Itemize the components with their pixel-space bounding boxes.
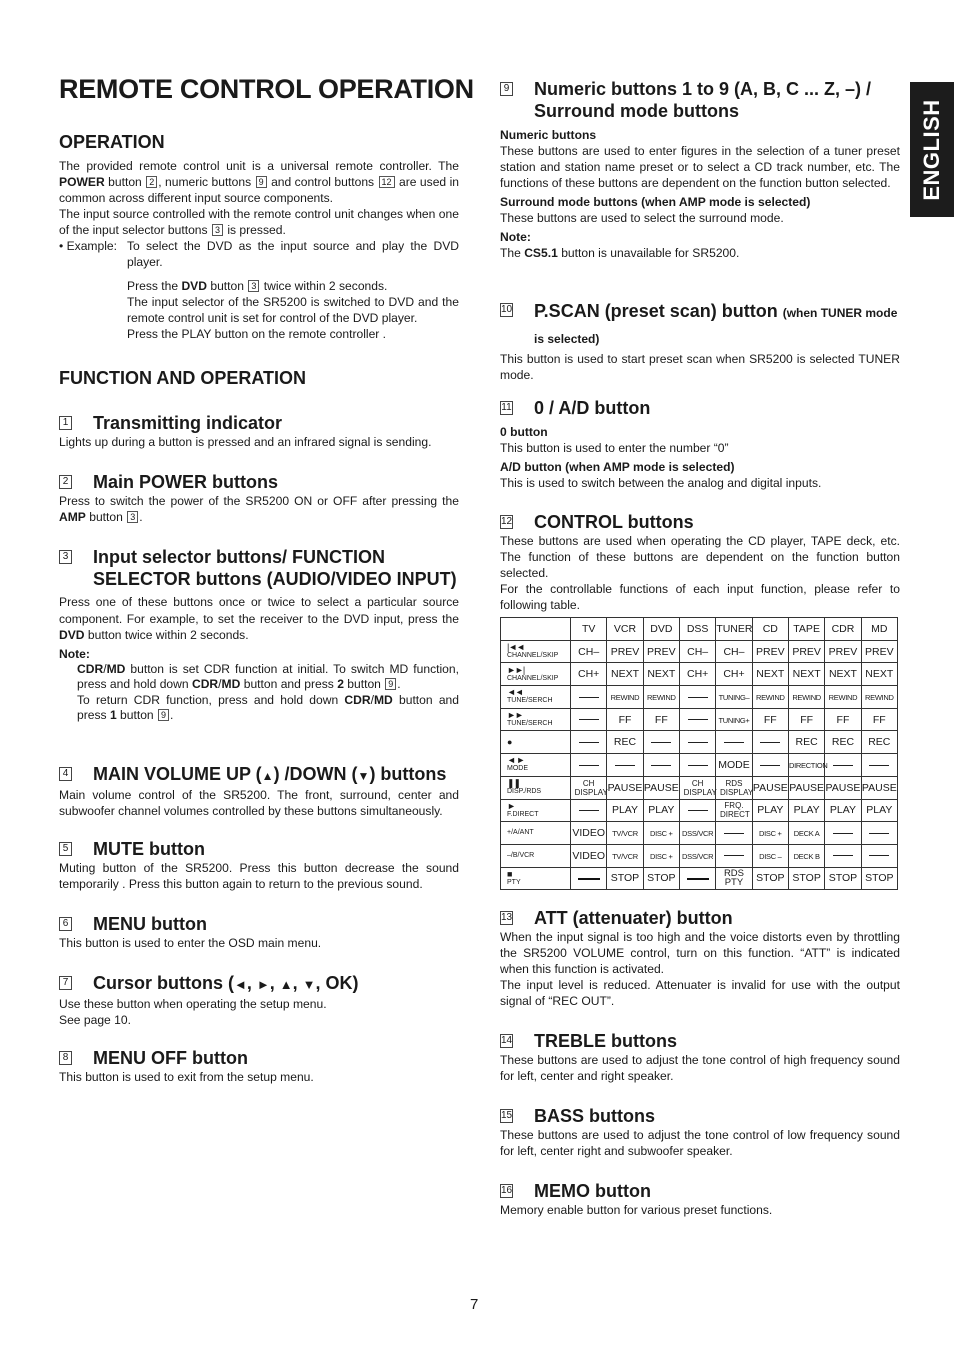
dash-mark xyxy=(579,765,599,766)
table-cell-text: PREV xyxy=(865,645,894,658)
table-header-cell: CD xyxy=(752,618,788,641)
table-cell xyxy=(788,844,824,867)
table-cell xyxy=(607,776,643,799)
table-cell-text: TUNING+ xyxy=(718,715,750,725)
table-row xyxy=(501,708,898,731)
table-cell xyxy=(716,663,752,686)
item-15: 15 BASS buttons These buttons are used to adjust the tone control of low frequency sound for left, center right and subwoofer speaker. xyxy=(500,1106,900,1158)
operation-para-1: The provided remote control unit is a universal remote controller. The POWER button 2 , numeric buttons 9 and control buttons 12 are used in common across different input source components. xyxy=(59,159,460,205)
table-cell xyxy=(571,822,607,845)
table-cell-text: PREV xyxy=(756,645,785,658)
table-row-label-text: CHANNEL/SKIP xyxy=(507,652,559,660)
table-cell xyxy=(788,708,824,731)
operation-heading: OPERATION xyxy=(59,132,165,152)
table-row xyxy=(501,663,898,686)
table-row-label xyxy=(501,686,571,709)
table-row-label xyxy=(501,799,571,822)
table-cell-text: CH– xyxy=(578,645,600,658)
table-cell xyxy=(571,754,607,777)
table-cell xyxy=(607,686,643,709)
table-cell-text: PREV xyxy=(792,645,821,658)
table-cell-text: PAUSE xyxy=(861,781,897,794)
table-cell xyxy=(788,640,824,663)
dash-mark xyxy=(760,765,780,766)
dash-mark xyxy=(688,810,708,811)
table-cell xyxy=(679,799,715,822)
dash-mark xyxy=(724,833,744,834)
table-cell xyxy=(788,822,824,845)
table-cell xyxy=(861,686,897,709)
table-cell xyxy=(643,754,679,777)
example-step-2: The input selector of the SR5200 is switched to DVD and the remote control unit is set for control of the DVD player. xyxy=(127,295,459,325)
operation-para-2: The input source controlled with the remote control unit changes when one of the input selector buttons 3 is pressed. xyxy=(59,207,459,237)
table-cell xyxy=(752,708,788,731)
table-cell-text: CH+ xyxy=(723,668,745,681)
function-heading: FUNCTION AND OPERATION xyxy=(59,368,306,388)
table-cell xyxy=(825,686,861,709)
table-cell-text: DISC + xyxy=(650,851,673,861)
table-cell xyxy=(861,776,897,799)
dash-mark xyxy=(833,855,853,856)
table-cell xyxy=(716,776,752,799)
table-cell-text: FF xyxy=(872,713,886,726)
left-arrow-icon: ◄ xyxy=(234,977,247,992)
table-cell-text: STOP xyxy=(865,872,894,885)
table-cell-text: NEXT xyxy=(792,668,821,681)
table-cell xyxy=(571,708,607,731)
down-arrow-icon: ▼ xyxy=(357,769,370,783)
table-cell-text: TUNING– xyxy=(718,692,750,702)
table-cell xyxy=(679,640,715,663)
table-cell xyxy=(716,731,752,754)
table-cell xyxy=(607,663,643,686)
table-cell-text: CH– xyxy=(723,645,745,658)
table-cell xyxy=(752,822,788,845)
table-row xyxy=(501,686,898,709)
table-cell-text: DSS/VCR xyxy=(682,829,714,839)
table-cell xyxy=(825,867,861,890)
table-cell xyxy=(861,754,897,777)
dash-mark xyxy=(833,833,853,834)
example-block xyxy=(59,238,459,270)
table-row-label xyxy=(501,867,571,890)
table-cell xyxy=(752,731,788,754)
dash-mark xyxy=(688,742,708,743)
dash-mark xyxy=(579,742,599,743)
table-cell xyxy=(607,754,643,777)
table-cell xyxy=(679,867,715,890)
table-cell-text: REC xyxy=(613,736,637,749)
table-cell-text: CH+ xyxy=(578,668,600,681)
table-cell xyxy=(752,776,788,799)
table-header-cell: TUNER xyxy=(716,618,752,641)
table-cell-text: VIDEO xyxy=(572,849,605,862)
dash-mark xyxy=(579,719,599,720)
table-cell xyxy=(679,686,715,709)
table-cell xyxy=(679,822,715,845)
table-cell xyxy=(825,754,861,777)
table-cell xyxy=(788,799,824,822)
table-cell-text: FF xyxy=(654,713,668,726)
dash-mark xyxy=(688,697,708,698)
table-cell-text: FF xyxy=(800,713,814,726)
table-cell xyxy=(752,663,788,686)
item-3: 3 Input selector buttons/ FUNCTION SELECTOR buttons (AUDIO/VIDEO INPUT) Press one of these buttons once or twice to select a particular source component. For example, to set the receiver to the DVD input, press the DVD button twice within 2 seconds. Note: CDR/MD button is set CDR function at initial. To switch MD function, press and hold down CDR/MD button and press 2 button 9 . To return CDR function, press and hold down CDR/MD button and press 1 button 9 . xyxy=(59,547,459,722)
table-cell xyxy=(788,776,824,799)
control-symbol-icon: ►► xyxy=(507,710,523,721)
example-step-3: Press the PLAY button on the remote controller . xyxy=(127,327,387,341)
item-8: 8 MENU OFF button This button is used to exit from the setup menu. xyxy=(59,1048,314,1084)
table-row-label-text: CHANNEL/SKIP xyxy=(507,674,559,682)
item-16: 16 MEMO button Memory enable button for various preset functions. xyxy=(500,1181,773,1217)
dash-mark xyxy=(688,719,708,720)
table-cell-text: PLAY xyxy=(757,804,784,817)
table-cell-text: CH– xyxy=(687,645,709,658)
table-cell xyxy=(861,731,897,754)
example-label: • Example: xyxy=(59,239,118,253)
down-arrow-icon: ▼ xyxy=(302,977,316,992)
table-cell-text: PREV xyxy=(828,645,858,658)
table-cell xyxy=(571,776,607,799)
item-2: 2 Main POWER buttons Press to switch the power of the SR5200 ON or OFF after pressing the AMP button 3 . xyxy=(59,472,459,524)
table-row-label xyxy=(501,822,571,845)
table-header-cell: DVD xyxy=(643,618,679,641)
table-row xyxy=(501,844,898,867)
table-cell-text: PLAY xyxy=(611,804,639,817)
table-cell xyxy=(752,686,788,709)
table-row xyxy=(501,731,898,754)
table-cell-text: TV/VCR xyxy=(612,829,638,839)
table-row-label xyxy=(501,776,571,799)
table-cell xyxy=(679,663,715,686)
up-arrow-icon: ▲ xyxy=(279,977,293,992)
table-header-cell: TAPE xyxy=(788,618,824,641)
table-header-cell: VCR xyxy=(607,618,643,641)
table-cell xyxy=(716,844,752,867)
table-cell-text: DECK B xyxy=(793,851,820,861)
table-cell xyxy=(607,844,643,867)
item-11: 11 0 / A/D button 0 button This button is used to enter the number “0” A/D button (when AMP mode is selected) This is used to switch between the analog and digital inputs. xyxy=(500,398,822,490)
table-cell xyxy=(571,799,607,822)
table-cell-text: PAUSE xyxy=(643,781,679,794)
table-row xyxy=(501,754,898,777)
table-cell-text: NEXT xyxy=(610,668,639,681)
table-cell xyxy=(788,686,824,709)
table-cell xyxy=(861,844,897,867)
table-cell xyxy=(788,731,824,754)
table-header-cell: TV xyxy=(571,618,607,641)
table-cell-text: REWIND xyxy=(865,692,894,702)
table-row xyxy=(501,867,898,890)
table-row xyxy=(501,799,898,822)
table-row-label-text: TUNE/SERCH xyxy=(507,697,553,705)
table-cell xyxy=(716,754,752,777)
table-cell xyxy=(716,822,752,845)
table-cell-text: DISC + xyxy=(650,829,673,839)
dash-mark xyxy=(651,765,671,766)
table-cell xyxy=(752,754,788,777)
table-row xyxy=(501,776,898,799)
table-cell-text: RDS DISPLAY xyxy=(719,778,754,797)
table-cell xyxy=(825,799,861,822)
table-cell xyxy=(825,776,861,799)
table-cell xyxy=(643,663,679,686)
dash-mark xyxy=(869,855,889,856)
table-cell xyxy=(861,867,897,890)
table-cell-text: STOP xyxy=(828,872,858,885)
table-cell xyxy=(825,708,861,731)
table-cell xyxy=(607,708,643,731)
table-cell xyxy=(788,663,824,686)
table-cell xyxy=(571,640,607,663)
table-row-label-text: MODE xyxy=(507,765,528,773)
table-cell-text: STOP xyxy=(792,872,821,885)
table-header-cell: DSS xyxy=(679,618,715,641)
item-5: 5 MUTE button Muting button of the SR5200. Press this button decrease the sound temporarily . Press this button again to return to the previous sound. xyxy=(59,839,459,891)
table-cell-text: VIDEO xyxy=(572,827,605,840)
table-cell-text: STOP xyxy=(610,872,640,885)
dash-mark xyxy=(615,765,635,766)
table-cell-text: DISC – xyxy=(759,851,782,861)
table-row-label xyxy=(501,754,571,777)
dash-mark xyxy=(651,742,671,743)
table-row-label-text: PTY xyxy=(507,878,521,886)
item-7: 7 Cursor buttons (◄, ►, ▲, ▼, OK) Use these button when operating the setup menu. See page 10. xyxy=(59,973,359,1027)
language-tab: ENGLISH xyxy=(910,82,954,217)
table-cell-text: PLAY xyxy=(866,804,893,817)
table-row xyxy=(501,640,898,663)
operation-section xyxy=(59,131,459,342)
table-cell-text: PLAY xyxy=(648,804,675,817)
table-cell xyxy=(861,708,897,731)
table-row-label xyxy=(501,708,571,731)
table-cell xyxy=(571,686,607,709)
table-cell-text: CH+ xyxy=(686,668,709,681)
table-cell xyxy=(752,799,788,822)
table-cell-text: DISC + xyxy=(759,829,782,839)
table-cell xyxy=(607,731,643,754)
up-arrow-icon: ▲ xyxy=(261,769,274,783)
dash-mark xyxy=(724,855,744,856)
table-cell xyxy=(716,799,752,822)
table-cell xyxy=(679,731,715,754)
table-header-row xyxy=(501,618,898,641)
table-cell-text: DSS/VCR xyxy=(682,851,714,861)
dash-mark xyxy=(579,810,599,811)
table-row-label-text: –/B/VCR xyxy=(507,851,535,859)
table-row-label-text: TUNE/SERCH xyxy=(507,720,553,728)
table-cell xyxy=(643,776,679,799)
dash-mark xyxy=(869,833,889,834)
table-cell-text: PAUSE xyxy=(607,781,643,794)
dash-mark xyxy=(760,742,780,743)
table-cell xyxy=(825,640,861,663)
control-symbol-icon: ■ xyxy=(507,868,512,879)
table-row-label-text: F.DIRECT xyxy=(507,810,539,818)
table-row xyxy=(501,822,898,845)
table-cell-text: FF xyxy=(618,713,632,726)
table-row-label xyxy=(501,640,571,663)
table-header-cell: CDR xyxy=(825,618,861,641)
table-cell-text: PAUSE xyxy=(752,781,788,794)
table-cell xyxy=(679,844,715,867)
table-cell xyxy=(643,731,679,754)
table-cell xyxy=(716,867,752,890)
dash-mark xyxy=(724,742,744,743)
item-4: 4 MAIN VOLUME UP (▲) /DOWN (▼) buttons Main volume control of the SR5200. The front, surround, center and subwoofer channel volumes controlled by these buttons simultaneously. xyxy=(59,764,459,818)
table-cell-text: REC xyxy=(795,736,818,749)
table-cell xyxy=(643,686,679,709)
table-cell-text: REWIND xyxy=(647,692,676,702)
table-cell xyxy=(825,731,861,754)
table-cell xyxy=(643,640,679,663)
table-cell-text: TV/VCR xyxy=(612,851,638,861)
control-symbol-icon: |◄◄ xyxy=(507,642,525,653)
control-symbol-icon: ● xyxy=(507,736,512,747)
table-corner-cell xyxy=(501,618,571,641)
control-symbol-icon: ►►| xyxy=(507,664,525,675)
table-cell xyxy=(788,754,828,777)
table-cell xyxy=(643,708,679,731)
table-cell xyxy=(861,822,897,845)
item-1: 1 Transmitting indicator Lights up during a button is pressed and an infrared signal is sending. xyxy=(59,413,432,449)
item-12: 12 CONTROL buttons These buttons are used when operating the CD player, TAPE deck, etc. The function of these buttons are dependent on the function button selected. For the controllable functions of each input function, please refer to following table. TV VCR DVD DSS TUNER CD TAPE CDR MD |◄◄ CHANNEL/SKIP CH– PREV PREV CH– CH– PREV PREV PREV PREV ►►| CHANNEL/SKIP CH+ NEXT NEXT CH+ CH+ NEXT NEXT NEXT NEXT ◄◄ TUNE/SERCH REWIND REWIND TUNING– REWIND REWIND REWIND REWIND ►► TUNE/SERCH FF FF TUNING+ FF FF FF FF ● REC REC REC REC ◄ ► MODE MODE DIRECTION ❚❚ DISP./RDS CH DISPLAY PAUSE PAUSE CH DISPLAY RDS DISPLAY PAUSE PAUSE PAUSE PAUSE ► F.DIRECT PLAY PLAY FRQ. DIRECT PLAY PLAY PLAY PLAY +/A/ANT VIDEO TV/VCR DISC + DSS/VCR DISC + DECK A –/B/VCR VIDEO TV/VCR DISC + DSS/VCR DISC – DECK B ■ PTY STOP STOP RDS PTY STOP STOP STOP STOP xyxy=(500,512,900,889)
table-cell xyxy=(607,799,643,822)
table-cell-text: DECK A xyxy=(793,829,820,839)
table-cell xyxy=(861,640,897,663)
table-cell xyxy=(752,844,788,867)
table-row-label-text: DISP./RDS xyxy=(507,788,542,796)
table-cell-text: RDS PTY xyxy=(723,868,744,889)
example-text: To select the DVD as the input source and play the DVD player. xyxy=(127,239,459,269)
table-cell-text: PLAY xyxy=(829,804,856,817)
table-cell-text: NEXT xyxy=(756,668,785,681)
table-cell-text: REWIND xyxy=(755,692,785,702)
table-cell-text: DIRECTION xyxy=(788,760,828,770)
table-cell xyxy=(607,640,643,663)
table-cell xyxy=(825,822,861,845)
table-cell xyxy=(571,731,607,754)
function-table xyxy=(500,617,898,890)
control-symbol-icon: ◄◄ xyxy=(507,687,523,698)
table-cell xyxy=(861,799,897,822)
table-cell-text: REC xyxy=(831,736,855,749)
table-cell xyxy=(571,663,607,686)
table-cell-text: REC xyxy=(868,736,891,749)
table-cell xyxy=(679,776,715,799)
table-cell xyxy=(607,867,643,890)
control-symbol-icon: ► xyxy=(507,800,515,811)
table-cell xyxy=(716,686,752,709)
table-cell-text: CH DISPLAY xyxy=(683,778,717,797)
item-10: 10 P.SCAN (preset scan) button (when TUNER mode is selected) This button is used to start preset scan when SR5200 is selected TUNER mode. xyxy=(500,301,900,382)
dash-mark xyxy=(869,765,889,766)
control-symbol-icon: ◄ ► xyxy=(507,755,525,766)
table-row-label xyxy=(501,844,571,867)
table-cell xyxy=(643,799,679,822)
table-cell xyxy=(825,663,861,686)
table-cell xyxy=(643,844,679,867)
table-cell xyxy=(861,663,897,686)
table-cell-text: PAUSE xyxy=(789,781,825,794)
table-cell-text: STOP xyxy=(647,872,676,885)
page-title: REMOTE CONTROL OPERATION xyxy=(59,74,474,104)
example-step-1: Press the DVD button 3 twice within 2 seconds. xyxy=(127,279,388,293)
table-cell-text: REWIND xyxy=(792,692,821,702)
table-cell xyxy=(679,754,715,777)
table-row-label xyxy=(501,663,571,686)
table-cell-text: NEXT xyxy=(865,668,894,681)
item-6: 6 MENU button This button is used to enter the OSD main menu. xyxy=(59,914,322,950)
table-cell-text: NEXT xyxy=(828,668,857,681)
table-cell xyxy=(716,640,752,663)
right-arrow-icon: ► xyxy=(256,977,270,992)
item-13: 13 ATT (attenuater) button When the input signal is too high and the voice distorts even by throttling the SR5200 VOLUME control, turn on this function. “ATT” is indicated when this function is activated. The input level is reduced. Attenuater is invalid for use with the output signal of “REC OUT”. xyxy=(500,908,900,1008)
table-cell-text: REWIND xyxy=(828,692,858,702)
table-cell-text: REWIND xyxy=(610,692,640,702)
table-cell xyxy=(643,822,679,845)
table-cell-text: CH DISPLAY xyxy=(574,778,608,797)
table-cell-text: STOP xyxy=(756,872,785,885)
table-cell xyxy=(571,844,607,867)
item-9: 9 Numeric buttons 1 to 9 (A, B, C ... Z, –) / Surround mode buttons Numeric buttons These buttons are used to enter figures in the selection of a tuner preset station and station name preset or to select a CD track number, etc. The functions of these buttons are dependent on the function button selected. Surround mode buttons (when AMP mode is selected) These buttons are used to select the surround mode. Note: The CS5.1 button is unavailable for SR5200. xyxy=(500,79,900,260)
table-cell xyxy=(643,867,679,890)
table-cell xyxy=(679,708,715,731)
table-cell-text: PREV xyxy=(610,645,640,658)
table-cell-text: FF xyxy=(763,713,777,726)
table-row-label-text: +/A/ANT xyxy=(507,829,534,837)
table-cell xyxy=(752,640,788,663)
table-cell-text: PLAY xyxy=(793,804,820,817)
table-cell-text: FRQ. DIRECT xyxy=(719,801,750,820)
table-cell-text: PAUSE xyxy=(825,781,861,794)
dash-mark xyxy=(688,765,708,766)
table-cell-text: NEXT xyxy=(647,668,676,681)
table-cell xyxy=(607,822,643,845)
dash-mark xyxy=(578,878,600,880)
table-cell xyxy=(752,867,788,890)
table-cell-text: FF xyxy=(836,713,850,726)
control-symbol-icon: ❚❚ xyxy=(507,778,521,789)
table-cell-text: PREV xyxy=(647,645,676,658)
table-cell xyxy=(571,867,607,890)
table-cell xyxy=(716,708,752,731)
table-header-cell: MD xyxy=(861,618,897,641)
page-number: 7 xyxy=(470,1296,479,1313)
table-cell xyxy=(788,867,824,890)
item-14: 14 TREBLE buttons These buttons are used to adjust the tone control of high frequency sound for left, center and right speaker. xyxy=(500,1031,900,1083)
dash-mark xyxy=(579,697,599,698)
table-cell xyxy=(825,844,861,867)
dash-mark xyxy=(687,878,709,880)
table-cell-text: MODE xyxy=(718,758,750,771)
dash-mark xyxy=(833,765,853,766)
table-row-label xyxy=(501,731,571,754)
